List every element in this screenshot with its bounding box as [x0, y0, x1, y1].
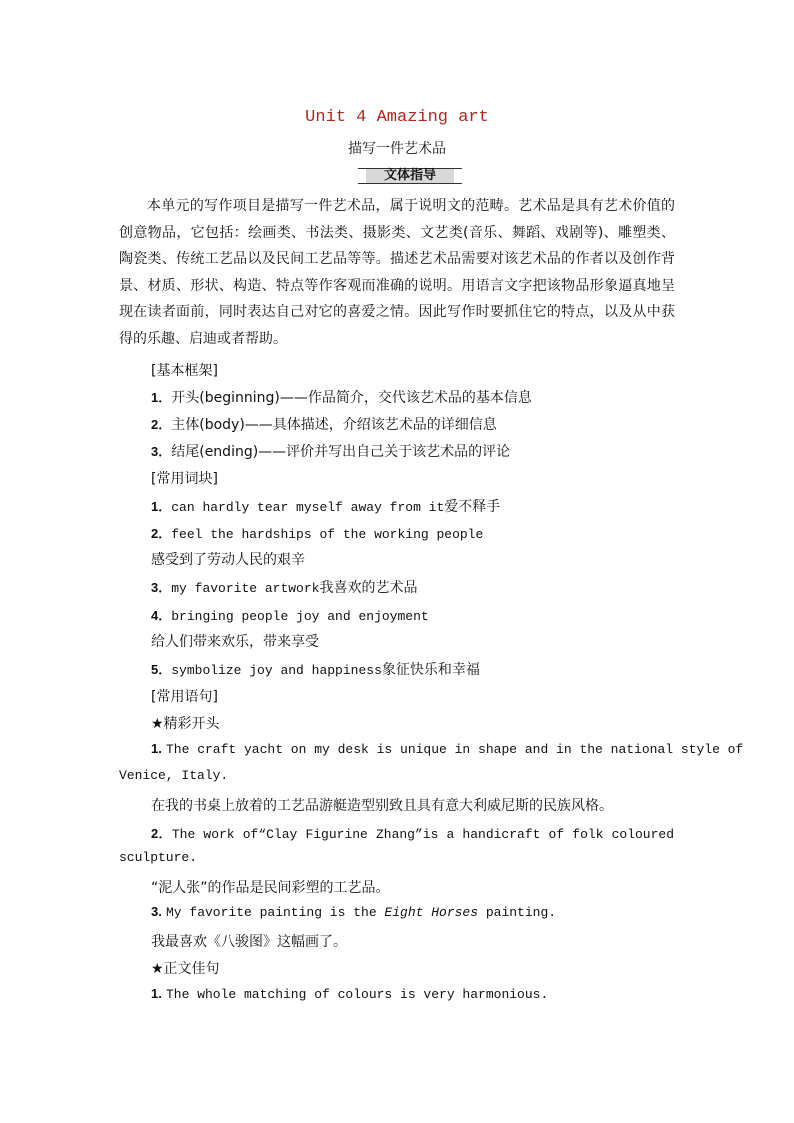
phrases-heading: [常用词块]	[151, 471, 218, 487]
unit-subtitle: 描写一件艺术品	[348, 141, 446, 157]
intro-text: 本单元的写作项目是描写一件艺术品，属于说明文的范畴。艺术品是具有艺术价值的创意物品，它包括：绘画类、书法类、摄影类、文艺类(音乐、舞蹈、戏剧等)、雕塑类、陶瓷类、传统工艺品以及民间工艺品等等。描述艺术品需要对该艺术品的作者以及创作背景、材质、形状、构造、特点等作客观而准确的说明。用语言文字把该物品形象逼真地呈现在读者面前，同时表达自己对它的喜爱之情。因此写作时要抓住它的特点，以及从中获得的乐趣、启迪或者帮助。	[119, 198, 675, 347]
opening-sentence-3: 3. My favorite painting is the Eight Horses painting.	[151, 904, 557, 920]
section-banner	[358, 166, 462, 186]
phrase-translation: 感受到了劳动人民的艰辛	[151, 552, 305, 568]
opening-heading: ★精彩开头	[151, 716, 220, 732]
sentences-heading: [常用语句]	[151, 689, 218, 705]
framework-item: 3．结尾(ending)——评价并写出自己关于该艺术品的评论	[151, 444, 511, 460]
unit-title: Unit 4 Amazing art	[305, 108, 489, 127]
body-heading: ★正文佳句	[151, 961, 220, 977]
phrase-item: 4．bringing people joy and enjoyment	[151, 608, 429, 624]
opening-translation-3: 我最喜欢《八骏图》这幅画了。	[151, 934, 347, 950]
opening-translation-2: “泥人张”的作品是民间彩塑的工艺品。	[151, 880, 390, 896]
painting-title: Eight Horses	[384, 905, 479, 920]
phrase-translation: 给人们带来欢乐，带来享受	[151, 634, 319, 650]
opening-sentence-2: 2．The work of“Clay Figurine Zhang”is a handicraft of folk coloured	[151, 826, 675, 842]
framework-item: 2．主体(body)——具体描述，介绍该艺术品的详细信息	[151, 417, 497, 433]
framework-heading: [基本框架]	[151, 363, 218, 379]
opening-translation-1: 在我的书桌上放着的工艺品游艇造型别致且具有意大利威尼斯的民族风格。	[151, 798, 613, 814]
body-sentence-1: 1. The whole matching of colours is very harmonious.	[151, 986, 549, 1002]
phrase-item: 1．can hardly tear myself away from it爱不释手	[151, 499, 501, 515]
opening-sentence-2-cont: sculpture.	[119, 850, 198, 865]
opening-sentence-1: 1. The craft yacht on my desk is unique in shape and in the national style of	[151, 741, 744, 757]
intro-paragraph	[119, 193, 675, 352]
phrase-item: 3．my favorite artwork我喜欢的艺术品	[151, 580, 418, 596]
banner-left-bracket	[358, 168, 366, 184]
opening-sentence-1-cont: Venice, Italy.	[119, 768, 229, 783]
banner-right-bracket	[454, 168, 462, 184]
banner-label: 文体指导	[366, 168, 454, 184]
phrase-item: 2．feel the hardships of the working people	[151, 526, 484, 542]
phrase-item: 5．symbolize joy and happiness象征快乐和幸福	[151, 662, 480, 678]
framework-item: 1．开头(beginning)——作品简介，交代该艺术品的基本信息	[151, 390, 532, 406]
